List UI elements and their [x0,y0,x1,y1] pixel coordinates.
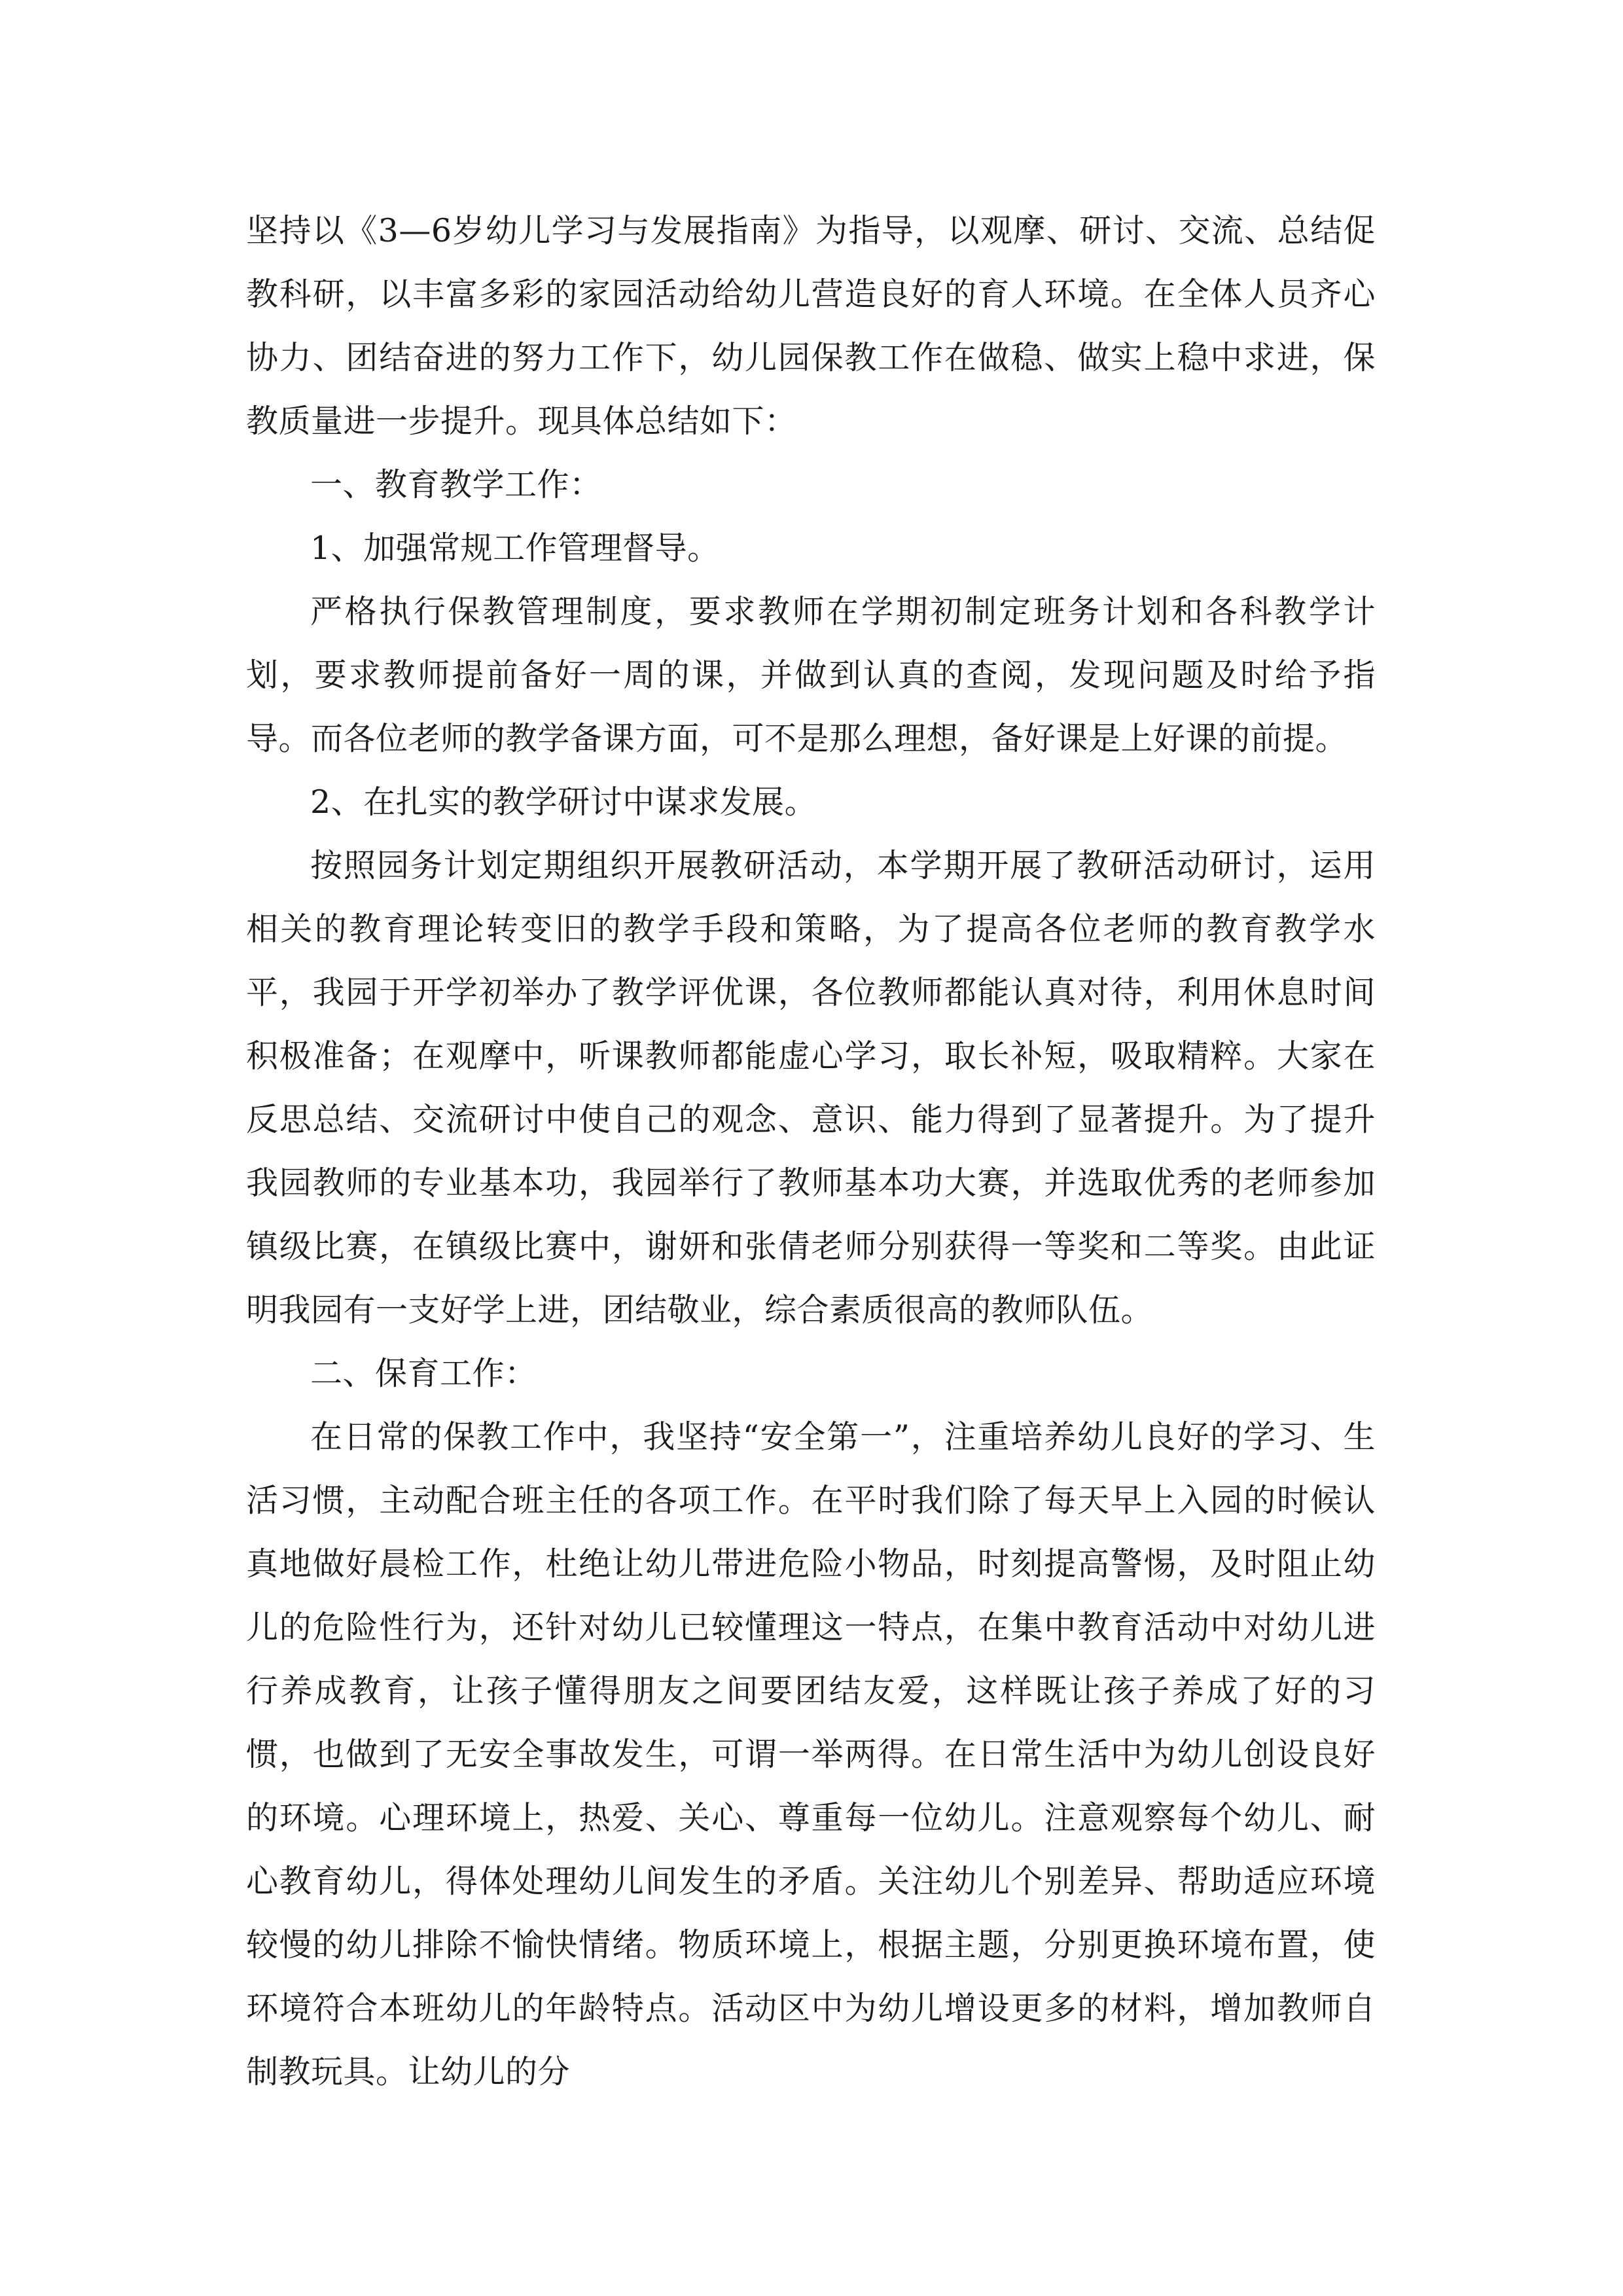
document-body [246,199,1376,2104]
paragraph-intro: 坚持以《3—6岁幼儿学习与发展指南》为指导，以观摩、研讨、交流、总结促教科研，以丰富多彩的家园活动给幼儿营造良好的育人环境。在全体人员齐心协力、团结奋进的努力工作下，幼儿园保教工作在做稳、做实上稳中求进，保教质量进一步提升。现具体总结如下： [246,212,1376,440]
paragraph-routine-management: 严格执行保教管理制度，要求教师在学期初制定班务计划和各科教学计划，要求教师提前备好一周的课，并做到认真的查阅，发现问题及时给予指导。而各位老师的教学备课方面，可不是那么理想，备好课是上好课的前提。 [246,593,1376,757]
paragraph-teaching-research: 按照园务计划定期组织开展教研活动，本学期开展了教研活动研讨，运用相关的教育理论转变旧的教学手段和策略，为了提高各位老师的教育教学水平，我园于开学初举办了教学评优课，各位教师都能认真对待，利用休息时间积极准备；在观摩中，听课教师都能虚心学习，取长补短，吸取精粹。大家在反思总结、交流研讨中使自己的观念、意识、能力得到了显著提升。为了提升我园教师的专业基本功，我园举行了教师基本功大赛，并选取优秀的老师参加镇级比赛，在镇级比赛中，谢妍和张倩老师分别获得一等奖和二等奖。由此证明我园有一支好学上进，团结敬业，综合素质很高的教师队伍。 [246,847,1376,1329]
paragraph-childcare: 在日常的保教工作中，我坚持“安全第一”，注重培养幼儿良好的学习、生活习惯，主动配合班主任的各项工作。在平时我们除了每天早上入园的时候认真地做好晨检工作，杜绝让幼儿带进危险小物品，时刻提高警惕，及时阻止幼儿的危险性行为，还针对幼儿已较懂理这一特点，在集中教育活动中对幼儿进行养成教育，让孩子懂得朋友之间要团结友爱，这样既让孩子养成了好的习惯，也做到了无安全事故发生，可谓一举两得。在日常生活中为幼儿创设良好的环境。心理环境上，热爱、关心、尊重每一位幼儿。注意观察每个幼儿、耐心教育幼儿，得体处理幼儿间发生的矛盾。关注幼儿个别差异、帮助适应环境较慢的幼儿排除不愉快情绪。物质环境上，根据主题，分别更换环境布置，使环境符合本班幼儿的年龄特点。活动区中为幼儿增设更多的材料，增加教师自制教玩具。让幼儿的分 [246,1418,1376,2090]
subheading-routine-management: 1、加强常规工作管理督导。 [310,529,720,567]
subheading-teaching-research: 2、在扎实的教学研讨中谋求发展。 [310,783,817,821]
section-heading-education: 一、教育教学工作： [310,466,602,503]
section-heading-childcare: 二、保育工作： [310,1355,537,1392]
